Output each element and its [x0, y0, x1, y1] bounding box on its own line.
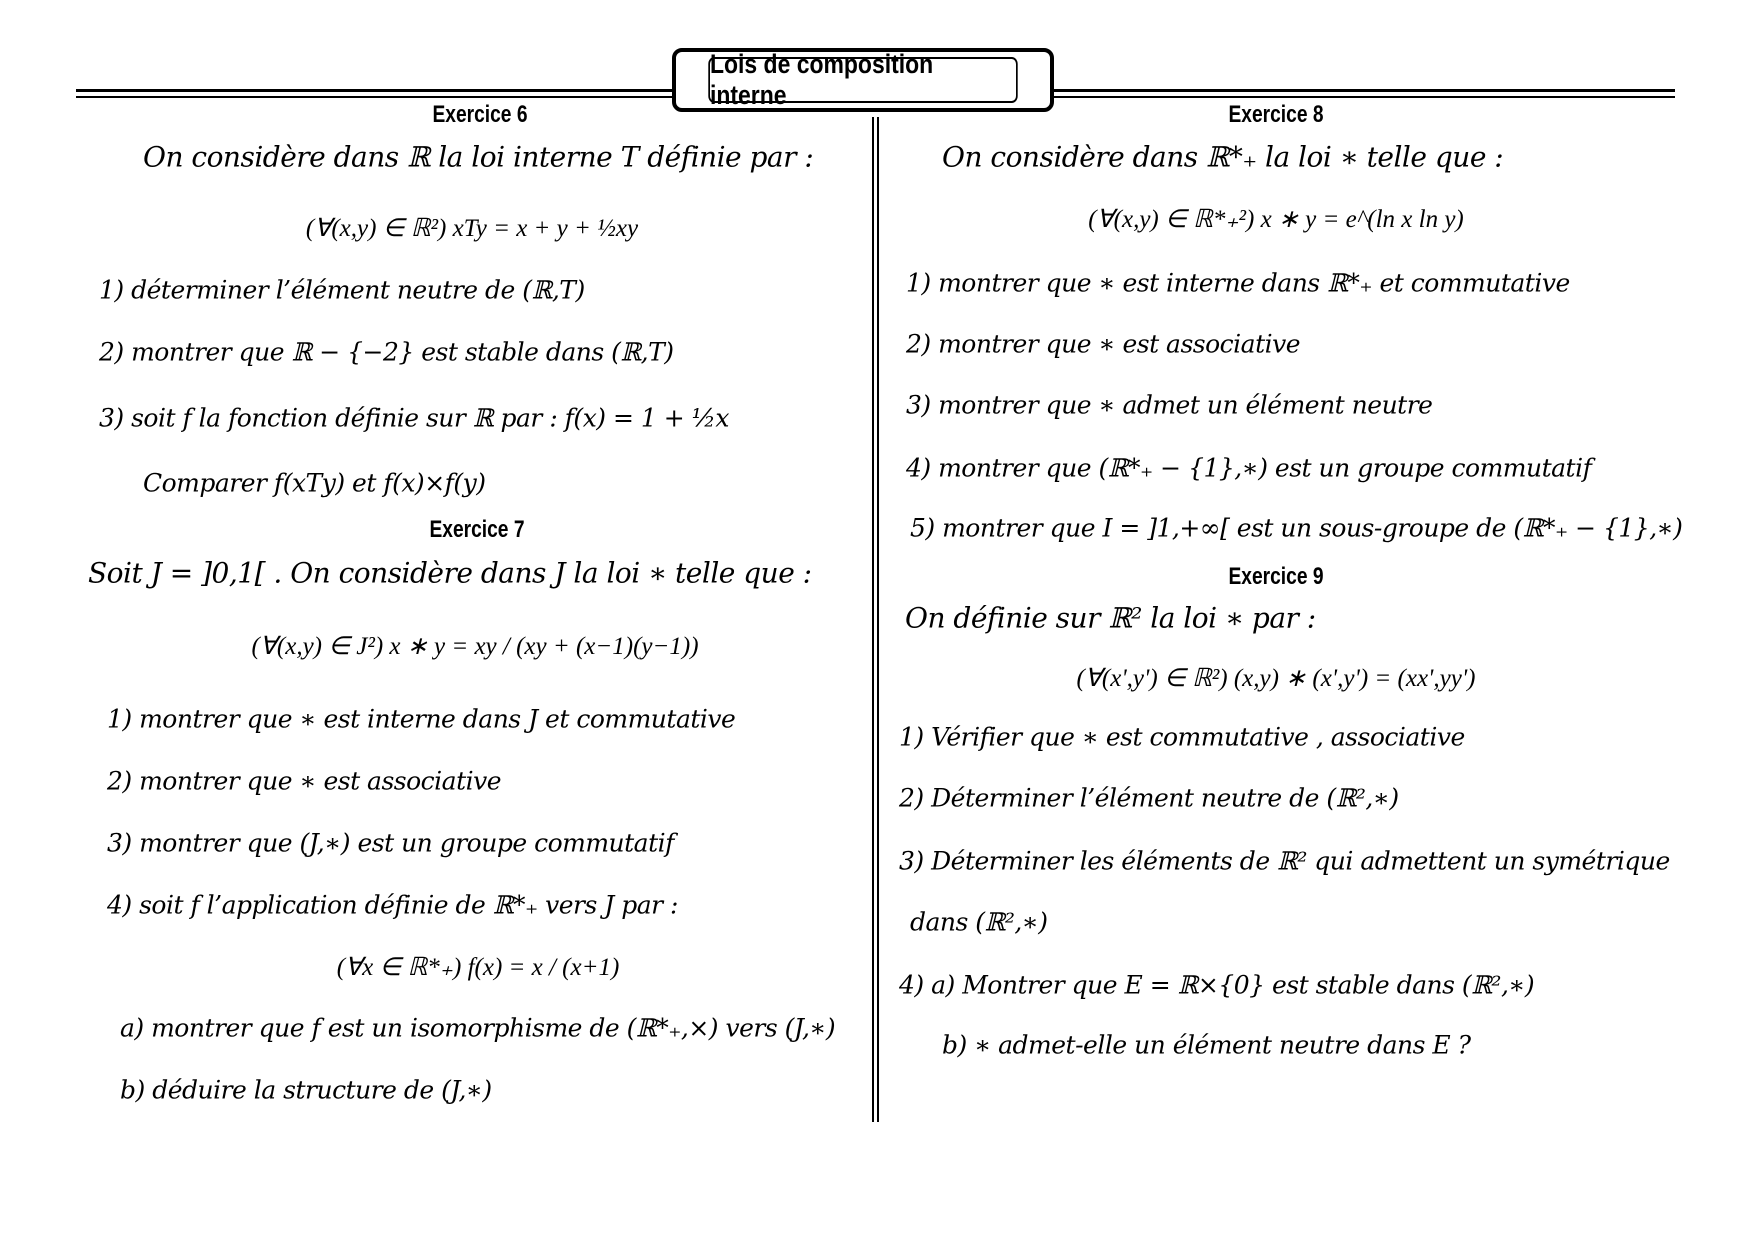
exercise-9-item-2: 2) Déterminer l’élément neutre de (ℝ²,∗)	[899, 783, 1399, 813]
header-rule-right-top	[1054, 89, 1675, 92]
exercise-7-item-2: 2) montrer que ∗ est associative	[107, 766, 502, 796]
exercise-6-item-1: 1) déterminer l’élément neutre de (ℝ,T)	[99, 275, 585, 305]
exercise-7-item-1: 1) montrer que ∗ est interne dans J et commutative	[107, 704, 736, 734]
page-title: Lois de composition interne	[708, 57, 1017, 103]
exercise-9-formula: (∀(x',y') ∈ ℝ²) (x,y) ∗ (x',y') = (xx',yy')	[1076, 665, 1476, 692]
exercise-9-intro: On définie sur ℝ² la loi ∗ par :	[905, 601, 1316, 635]
exercise-9-item-3: 3) Déterminer les éléments de ℝ² qui admettent un symétrique	[899, 846, 1670, 876]
exercise-8-item-2: 2) montrer que ∗ est associative	[906, 329, 1301, 359]
exercise-6-heading: Exercice 6	[432, 101, 528, 128]
exercise-6-item-3: 3) soit f la fonction définie sur ℝ par : f(x) = 1 + ½x	[99, 403, 729, 433]
exercise-9-item-1: 1) Vérifier que ∗ est commutative , associative	[899, 722, 1465, 752]
title-box	[672, 48, 1054, 112]
exercise-7-item-4: 4) soit f l’application définie de ℝ*₊ vers J par :	[107, 890, 678, 920]
exercise-8-item-4: 4) montrer que (ℝ*₊ − {1},∗) est un groupe commutatif	[906, 453, 1592, 483]
header-rule-left-bottom	[76, 96, 674, 98]
exercise-8-formula: (∀(x,y) ∈ ℝ*₊²) x ∗ y = e^(ln x ln y)	[1088, 206, 1464, 233]
exercise-7-intro: Soit J = ]0,1[ . On considère dans J la loi ∗ telle que :	[88, 556, 812, 590]
exercise-8-item-5: 5) montrer que I = ]1,+∞[ est un sous-groupe de (ℝ*₊ − {1},∗)	[910, 513, 1683, 543]
exercise-9-item-4a: 4) a) Montrer que E = ℝ×{0} est stable dans (ℝ²,∗)	[899, 970, 1535, 1000]
exercise-6-intro: On considère dans ℝ la loi interne T définie par :	[143, 140, 814, 174]
exercise-8-intro: On considère dans ℝ*₊ la loi ∗ telle que :	[942, 140, 1504, 174]
exercise-7-sub-a: a) montrer que f est un isomorphisme de (ℝ*₊,×) vers (J,∗)	[120, 1013, 836, 1043]
exercise-9-heading: Exercice 9	[1228, 563, 1324, 590]
exercise-9-item-4b: b) ∗ admet-elle un élément neutre dans E ?	[942, 1030, 1471, 1060]
exercise-7-item-3: 3) montrer que (J,∗) est un groupe commutatif	[107, 828, 674, 858]
header-rule-left-top	[76, 89, 674, 92]
header-rule-right-bottom	[1054, 96, 1675, 98]
exercise-6-formula: (∀(x,y) ∈ ℝ²) xTy = x + y + ½xy	[305, 215, 639, 242]
exercise-7-formula-2: (∀x ∈ ℝ*₊) f(x) = x / (x+1)	[336, 954, 620, 981]
column-divider	[872, 117, 874, 1122]
exercise-6-compare: Comparer f(xTy) et f(x)×f(y)	[143, 468, 486, 498]
exercise-7-sub-b: b) déduire la structure de (J,∗)	[120, 1075, 492, 1105]
exercise-6-item-2: 2) montrer que ℝ − {−2} est stable dans (ℝ,T)	[99, 337, 674, 367]
exercise-7-formula: (∀(x,y) ∈ J²) x ∗ y = xy / (xy + (x−1)(y−1))	[251, 633, 699, 660]
exercise-8-item-1: 1) montrer que ∗ est interne dans ℝ*₊ et commutative	[906, 268, 1570, 298]
exercise-7-heading: Exercice 7	[429, 516, 525, 543]
exercise-8-heading: Exercice 8	[1228, 101, 1324, 128]
exercise-9-item-3-cont: dans (ℝ²,∗)	[910, 907, 1048, 937]
exercise-8-item-3: 3) montrer que ∗ admet un élément neutre	[906, 390, 1433, 420]
